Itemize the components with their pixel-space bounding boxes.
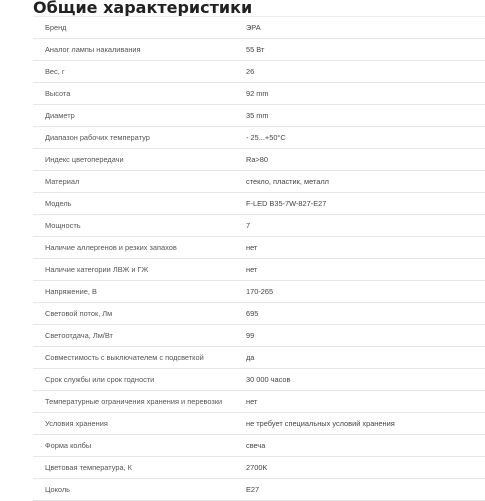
spec-label: Напряжение, В xyxy=(45,287,97,296)
spec-label: Температурные ограничения хранения и перевозки xyxy=(45,397,223,406)
spec-value: свеча xyxy=(246,441,266,450)
spec-row-flammable-category xyxy=(33,259,485,281)
spec-label: Мощность xyxy=(45,221,81,230)
spec-value: нет xyxy=(246,243,258,252)
spec-value: 30 000 часов xyxy=(246,375,291,384)
spec-label: Совместимость с выключателем с подсветкой xyxy=(45,353,204,362)
spec-row-power xyxy=(33,215,485,237)
spec-value: не требует специальных условий хранения xyxy=(246,419,395,428)
spec-row-weight xyxy=(33,61,485,83)
spec-row-diameter xyxy=(33,105,485,127)
spec-row-model xyxy=(33,193,485,215)
spec-label: Высота xyxy=(45,89,71,98)
spec-value: 99 xyxy=(246,331,255,340)
spec-label: Диаметр xyxy=(45,111,75,120)
spec-value: нет xyxy=(246,397,258,406)
spec-value: 92 mm xyxy=(246,89,269,98)
spec-row-luminous-efficacy xyxy=(33,325,485,347)
spec-row-height xyxy=(33,83,485,105)
spec-label: Условия хранения xyxy=(45,419,108,428)
spec-value: 55 Вт xyxy=(246,45,265,54)
spec-label: Цоколь xyxy=(45,485,71,494)
spec-row-storage-temperature-limits xyxy=(33,391,485,413)
spec-list xyxy=(33,16,485,501)
spec-row-luminous-flux xyxy=(33,303,485,325)
spec-value: 7 xyxy=(246,221,251,230)
spec-row-storage-conditions xyxy=(33,413,485,435)
spec-value: Ra>80 xyxy=(246,155,268,164)
spec-row-service-life xyxy=(33,369,485,391)
spec-value: ЭРА xyxy=(246,23,261,32)
spec-label: Светоотдача, Лм/Вт xyxy=(45,331,113,340)
spec-row-material xyxy=(33,171,485,193)
spec-row-color-rendering-index xyxy=(33,149,485,171)
spec-label: Световой поток, Лм xyxy=(45,309,113,318)
spec-value: стекло, пластик, металл xyxy=(246,177,329,186)
spec-label: Бренд xyxy=(45,23,67,32)
spec-row-color-temperature xyxy=(33,457,485,479)
spec-value: да xyxy=(246,353,255,362)
spec-value: 35 mm xyxy=(246,111,269,120)
spec-value: E27 xyxy=(246,485,260,494)
spec-value: 2700K xyxy=(246,463,268,472)
spec-label: Цветовая температура, К xyxy=(45,463,132,472)
spec-row-allergens xyxy=(33,237,485,259)
spec-label: Вес, г xyxy=(45,67,65,76)
spec-label: Модель xyxy=(45,199,72,208)
spec-row-operating-temperature xyxy=(33,127,485,149)
spec-row-brand xyxy=(33,16,485,39)
spec-value: F-LED B35-7W-827-E27 xyxy=(246,199,327,208)
spec-value: - 25...+50°C xyxy=(246,133,286,142)
spec-row-socket xyxy=(33,479,485,501)
spec-label: Материал xyxy=(45,177,80,186)
section-title: Общие характеристики xyxy=(33,0,253,17)
spec-row-incandescent-analog xyxy=(33,39,485,61)
spec-row-voltage xyxy=(33,281,485,303)
spec-label: Срок службы или срок годности xyxy=(45,375,155,384)
spec-value: 170-265 xyxy=(246,287,274,296)
spec-label: Наличие категории ЛВЖ и ГЖ xyxy=(45,265,149,274)
spec-label: Индекс цветопередачи xyxy=(45,155,124,164)
spec-label: Аналог лампы накаливания xyxy=(45,45,141,54)
spec-label: Диапазон рабочих температур xyxy=(45,133,150,142)
spec-value: нет xyxy=(246,265,258,274)
spec-row-bulb-shape xyxy=(33,435,485,457)
spec-value: 695 xyxy=(246,309,259,318)
spec-value: 26 xyxy=(246,67,255,76)
spec-label: Форма колбы xyxy=(45,441,92,450)
spec-row-backlit-switch-compatibility xyxy=(33,347,485,369)
spec-label: Наличие аллергенов и резких запахов xyxy=(45,243,177,252)
